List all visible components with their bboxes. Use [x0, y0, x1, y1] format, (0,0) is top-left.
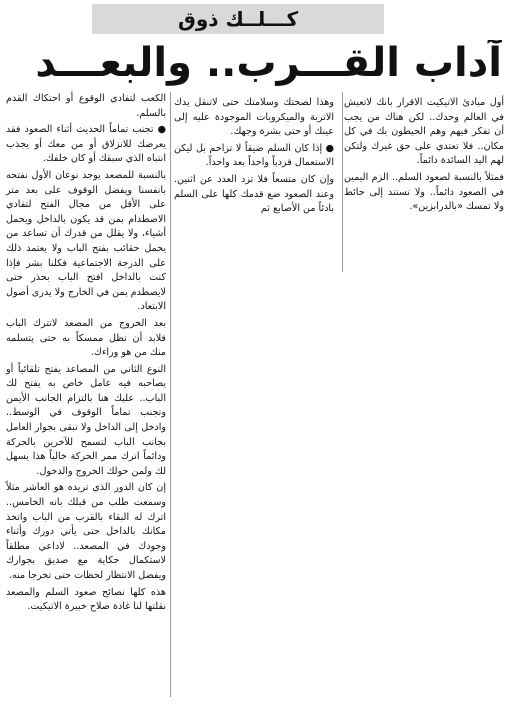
column-kicker-banner [92, 4, 384, 34]
paragraph: وهذا لصحتك وسلامتك حتى لاتنقل يدك الاتربة والميكروبات الموجودة عليه إلى عينك أو حتى بشرة وجهك. [174, 97, 334, 138]
paragraph: فمثلاً بالنسبة لصعود السلم.. الزم اليمين في الصعود دائماً.. ولا تستند إلى حائط ولا تمسك «بالدرابزين». [344, 171, 504, 213]
paragraph: هذه كلها نصائح صعود السلم والمصعد نقلتها لنا غادة صلاح خبيرة الاتيكيت. [6, 586, 166, 613]
paragraph: ● تجنب تماماً الحديث أثناء الصعود فقد يعرضك للانزلاق أو من معك أو يجذب انتباه الذي سبقك أو كان خلفك. [6, 124, 166, 165]
paragraph: ● إذا كان السلم ضيقاً لا تزاحم بل ليكن الاستعمال فردياً واحداً بعد واحداً. [174, 142, 334, 169]
article-column-right [344, 96, 504, 271]
paragraph: إن كان الدور الذي تريده هو العاشر مثلاً وسمعت طلب من قبلك بانه الخامس.. اترك له البقاء بالقرب من الباب واتخذ مكانك بالداخل حتى يأتي دورك وأثناء وجودك في المصعد.. لاداعي مطلقاً لاستكمال حكاية مع صديق بجوارك ويفضل الانتظار لحظات حتى تخرجا منه. [6, 482, 166, 581]
paragraph: النوع الثاني من المصاعد يفتح تلقائياً أو يصاحبه فيه عامل خاص به يفتح لك الباب.. عليك هنا بالتزام الجانب الأيمن وتجنب تماماً الوقوف في الوسط.. وادخل إلى الداخل ولا تبقى بجوار العامل بجانب الباب لتسمح للآخرين بالحركة ودائماً اترك ممر الحركة خالياً هذا يسهل لك ولمن حولك الخروج والدخول. [6, 363, 166, 477]
column-kicker: كـــلــك ذوق [177, 7, 299, 31]
paragraph: بالنسبة للمصعد يوجد نوعان الأول نفتحه بانفسنا ويفضل الوقوف على بعد متر على الأقل من مجال الفتح لتفادي الاصطدام بمن قد يكون بالداخل ويحمل أشياء، ولا يقلل من قدرك أن تساعد من يحمل حقائب بفتح الباب ولا يعتمد ذلك على الدرجة الاجتماعية فكلنا بشر فإذا كنت بالداخل افتح الباب بحذر حتى لايصطدم بمن في الخارج ولا يدرى أصول الابتعاد. [6, 169, 166, 313]
paragraph: أول مبادئ الاتيكيت الاقرار بانك لاتعيش في العالم وحدك.. لكن هناك من يجب أن تفكر فيهم وهم الحيطون بك في كل مكان.. فلا تعتدي على حق غيرك ولتكن لهم اليد السائدة دائماً. [344, 97, 504, 167]
column-divider [342, 92, 343, 272]
paragraph: بعد الخروج من المصعد لاتترك الباب فلابد أن تظل ممسكاً به حتى يتسلمه منك من هو وراءك. [6, 317, 166, 359]
article-column-middle [174, 96, 334, 271]
paragraph: الكعب لتفادي الوقوع أو احتكاك القدم بالسلم. [6, 93, 166, 119]
paragraph: وإن كان متسعاً فلا تزد العدد عن اثنين. وعند الصعود ضع قدمك كلها على السلم بادئاً من الأصابع ثم [174, 173, 334, 215]
column-divider [170, 92, 171, 697]
article-headline: آداب القـــرب.. والبعـــد [35, 40, 502, 86]
article-column-left [6, 92, 166, 692]
